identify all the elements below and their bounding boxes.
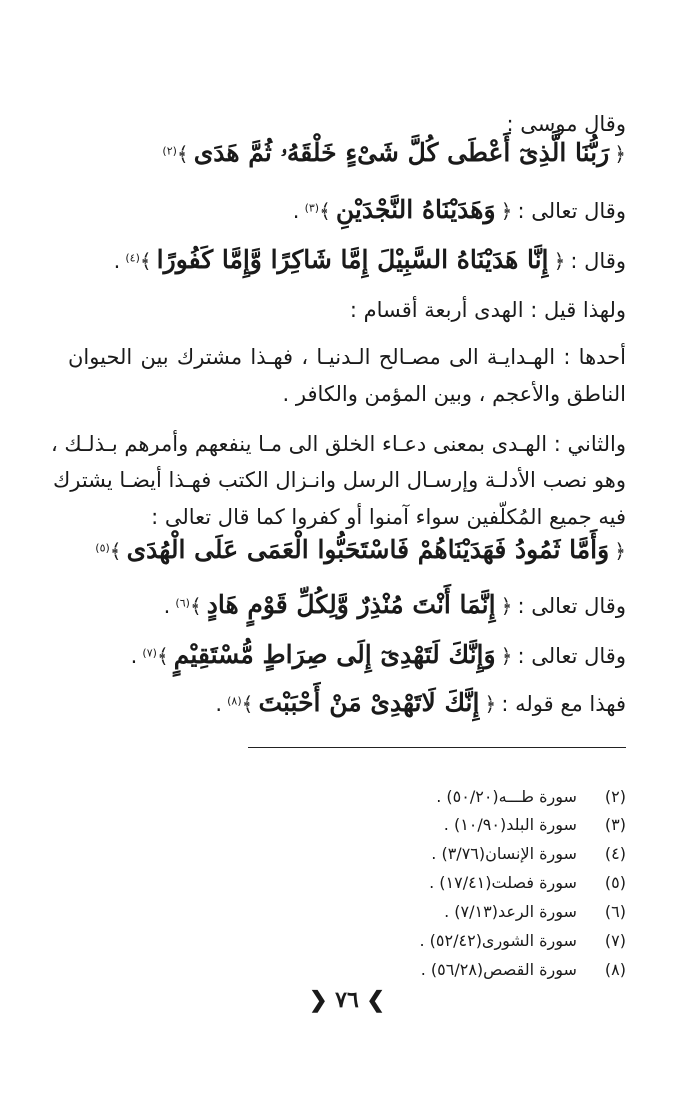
footnote-ref: (٣) [304,201,320,215]
page-ornament-right-icon: ❯ [366,987,385,1013]
verse-open-bracket: ﴿ [484,692,497,716]
line-text: وقال تعالى : [517,199,626,223]
footnote-number: (٢) [604,787,626,806]
footnote-text: سورة فصلت(١٧/٤١) . [429,873,577,892]
line-end: . [113,249,121,273]
line-text: فيه جميع المُكلّفين سواء آمنوا أو كفروا كما قال تعالى : [151,505,626,529]
footnote-number: (٧) [604,931,626,950]
quran-verse: إِنَّكَ لَاتَهْدِىْ مَنْ أَحْبَبْتَ [258,688,480,717]
footnote [421,960,626,979]
verse-close-bracket: ﴾ [319,199,331,223]
line-text: وقال موسى : [506,112,626,136]
line-text: فهذا مع قوله : [501,692,626,716]
footnote-text: سورة الإنسان(٣/٧٦) . [431,844,577,863]
line-text: أحدها : الهـدايـة الى مصـالح الـدنيـا ، فهـذا مشترك بين الحيوان [68,345,626,369]
line-end: . [163,594,171,618]
verse-close-bracket: ﴾ [189,594,202,618]
footnote-number: (٥) [604,873,626,892]
line-text: وهو نصب الأدلـة وإرسـال الرسل وانـزال الكتب فهـذا أيضـا يشترك [52,468,626,492]
quran-verse-line [114,245,626,274]
page-number-footer [0,987,694,1013]
text-line [350,298,626,322]
line-end: . [215,692,223,716]
quran-verse: إِنَّمَا أَنْتَ مُنْذِرٌ وَّلِكُلِّ قَوْمٍ هَادٍ [206,590,496,619]
footnote-ref: (٢) [162,144,177,158]
verse-close-bracket: ﴾ [156,644,169,668]
quran-verse-line [95,535,626,564]
footnote [444,902,626,921]
line-text: وقال تعالى : [517,594,626,618]
paragraph-line [283,382,626,406]
verse-close-bracket: ﴾ [109,539,122,563]
verse-open-bracket: ﴿ [500,644,513,668]
quran-verse: رَبُّنَا الَّذِىٓ أَعْطَى كُلَّ شَىْءٍ خَلْقَهُۥ ثُمَّ هَدَى [193,138,610,167]
text-line [507,112,626,136]
quran-verse: وَأَمَّا ثَمُودُ فَهَدَيْنَاهُمْ فَاسْتَحَبُّوا الْعَمَى عَلَى الْهُدَى [126,535,610,564]
quran-verse-line [131,640,626,669]
footnote-number: (٤) [604,844,626,863]
footnote-number: (٦) [604,902,626,921]
footnote-text: سورة القصص(٥٦/٢٨) . [420,960,577,979]
footnote-ref: (٦) [175,596,190,610]
verse-open-bracket: ﴿ [614,539,626,563]
footnote-number: (٨) [604,960,626,979]
footnote-text: سورة الرعد(٧/١٣) . [444,902,577,921]
verse-close-bracket: ﴾ [139,249,152,273]
footnote [444,815,626,834]
verse-open-bracket: ﴿ [500,594,513,618]
line-text: ولهذا قيل : الهدى أربعة أقسام : [349,298,626,322]
paragraph-line [52,468,626,492]
footnote-ref: (٨) [227,694,242,708]
line-end: . [292,199,300,223]
verse-close-bracket: ﴾ [241,692,254,716]
paragraph-line [151,505,626,529]
footnote [429,873,626,892]
paragraph-line [68,345,626,369]
paragraph-line [50,432,626,456]
footnote-divider [248,747,626,748]
quran-verse: وَإِنَّكَ لَتَهْدِىٓ إِلَى صِرَاطٍ مُّسْتَقِيْمٍ [173,640,496,669]
footnote-ref: (٧) [142,646,157,660]
verse-open-bracket: ﴿ [500,199,513,223]
footnote-number: (٣) [604,815,626,834]
footnote-ref: (٥) [95,541,110,555]
page-ornament-left-icon: ❮ [309,987,328,1013]
quran-verse-line [164,590,626,619]
quran-verse: وَهَدَيْنَاهُ النَّجْدَيْنِ [335,195,496,224]
line-text: الناطق والأعجم ، وبين المؤمن والكافر . [282,382,626,406]
verse-close-bracket: ﴾ [176,142,189,166]
quran-verse-line [162,138,626,168]
line-text: وقال : [570,249,626,273]
footnote [436,787,626,806]
quran-verse: إِنَّا هَدَيْنَاهُ السَّبِيْلَ إِمَّا شَاكِرًا وَّإِمَّا كَفُورًا [156,245,549,274]
verse-open-bracket: ﴿ [553,249,566,273]
footnote [420,931,627,950]
line-text: وقال تعالى : [517,644,626,668]
footnote-text: سورة الشورى(٥٢/٤٢) . [419,931,577,950]
footnote [431,844,626,863]
verse-open-bracket: ﴿ [614,142,626,166]
line-end: . [130,644,138,668]
footnote-text: سورة طـــه(٥٠/٢٠) . [436,787,577,806]
quran-verse-line [215,688,626,717]
page-number: ٧٦ [335,987,359,1013]
footnote-ref: (٤) [125,251,140,265]
quran-verse-line [293,195,626,224]
line-text: والثاني : الهـدى بمعنى دعـاء الخلق الى مـا ينفعهم وأمرهم بـذلـك ، [50,432,626,456]
footnote-text: سورة البلد(١٠/٩٠) . [443,815,577,834]
